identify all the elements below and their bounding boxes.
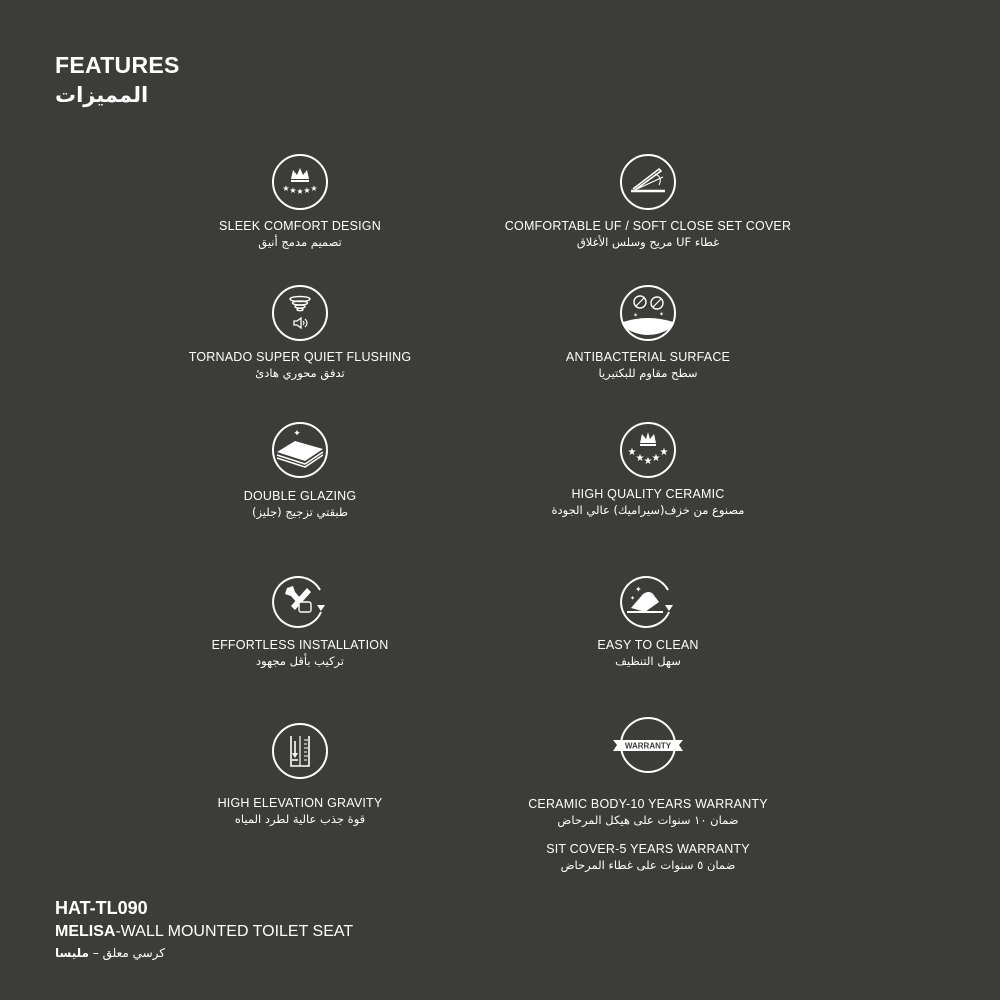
feature-title-arabic: قوة جذب عالية لطرد المياه: [234, 812, 366, 826]
svg-text:✦: ✦: [635, 585, 642, 594]
feature-title-arabic: سطح مقاوم للبكتيريا: [598, 366, 698, 380]
feature-easy-to-clean: [458, 572, 838, 670]
feature-subtitle: SIT COVER-5 YEARS WARRANTY: [546, 842, 750, 856]
feature-title-arabic: سهل التنظيف: [615, 654, 681, 668]
easy-clean-icon: [619, 572, 677, 630]
feature-sleek-comfort: [110, 153, 490, 251]
feature-warranty: [458, 716, 838, 874]
product-name-arabic-bold: مليسا: [55, 946, 89, 960]
tornado-quiet-icon: [271, 284, 329, 342]
soft-close-lid-icon: [619, 153, 677, 211]
product-name-arabic: [55, 944, 165, 962]
feature-title: EFFORTLESS INSTALLATION: [211, 638, 389, 652]
feature-title-arabic: مصنوع من خزف(سيراميك) عالي الجودة: [551, 503, 745, 517]
feature-effortless-installation: [110, 572, 490, 670]
crown-stars-icon: [271, 153, 329, 211]
feature-title: COMFORTABLE UF / SOFT CLOSE SET COVER: [504, 219, 792, 233]
feature-title: EASY TO CLEAN: [597, 638, 699, 652]
product-footer: [55, 897, 353, 962]
wrench-installation-icon: [271, 572, 329, 630]
feature-double-glazing: [110, 421, 490, 521]
svg-text:★: ★: [651, 453, 661, 464]
feature-title: TORNADO SUPER QUIET FLUSHING: [188, 350, 412, 364]
product-code: HAT-TL090: [55, 898, 148, 918]
feature-title: CERAMIC BODY-10 YEARS WARRANTY: [528, 797, 768, 811]
antibacterial-icon: [619, 284, 677, 342]
feature-tornado-flushing: [110, 284, 490, 382]
feature-antibacterial: [458, 284, 838, 382]
feature-title-arabic: غطاء UF مريح وسلس الأغلاق: [576, 235, 720, 249]
product-name-bold: MELISA: [55, 923, 116, 940]
feature-title-arabic: طبقتي تزجيج (جليز): [251, 505, 349, 519]
feature-title: HIGH ELEVATION GRAVITY: [217, 796, 383, 810]
feature-soft-close: [458, 153, 838, 251]
svg-text:✦: ✦: [293, 429, 301, 439]
svg-text:★: ★: [635, 453, 645, 464]
svg-text:★: ★: [303, 186, 311, 195]
svg-text:★: ★: [310, 184, 318, 193]
svg-text:★: ★: [627, 447, 637, 458]
feature-title: DOUBLE GLAZING: [243, 489, 357, 503]
feature-title: ANTIBACTERIAL SURFACE: [565, 350, 731, 364]
page-title: FEATURES: [55, 52, 180, 78]
svg-text:✶: ✶: [659, 311, 665, 318]
product-name-rest: -WALL MOUNTED TOILET SEAT: [115, 923, 354, 940]
elevation-gravity-icon: [271, 722, 329, 780]
warranty-badge-icon: [619, 716, 677, 774]
svg-text:★: ★: [643, 456, 653, 467]
svg-text:★: ★: [282, 184, 290, 193]
svg-text:✦: ✦: [630, 595, 636, 602]
feature-subtitle-arabic: ضمان ٥ سنوات على غطاء المرحاض: [560, 858, 736, 872]
feature-title: SLEEK COMFORT DESIGN: [219, 219, 381, 233]
svg-text:✶: ✶: [633, 312, 639, 319]
feature-title-arabic: ضمان ١٠ سنوات على هيكل المرحاض: [557, 813, 739, 827]
product-name-arabic-prefix: كرسي معلق –: [88, 946, 165, 960]
page-header: [55, 52, 180, 110]
warranty-badge-text: WARRANTY: [624, 741, 672, 751]
product-name: [55, 922, 353, 942]
feature-title-arabic: تدفق محوري هادئ: [255, 366, 345, 380]
feature-high-quality-ceramic: [458, 421, 838, 519]
page-title-arabic: المميزات: [55, 83, 149, 107]
feature-high-elevation-gravity: [110, 722, 490, 828]
feature-title-arabic: تركيب بأقل مجهود: [256, 654, 344, 668]
feature-title: HIGH QUALITY CERAMIC: [571, 487, 725, 501]
svg-text:★: ★: [296, 187, 304, 196]
svg-text:★: ★: [659, 447, 669, 458]
svg-text:★: ★: [289, 186, 297, 195]
double-glazing-icon: [271, 421, 329, 479]
crown-five-stars-icon: [619, 421, 677, 479]
feature-title-arabic: تصميم مدمج أنيق: [258, 235, 342, 249]
